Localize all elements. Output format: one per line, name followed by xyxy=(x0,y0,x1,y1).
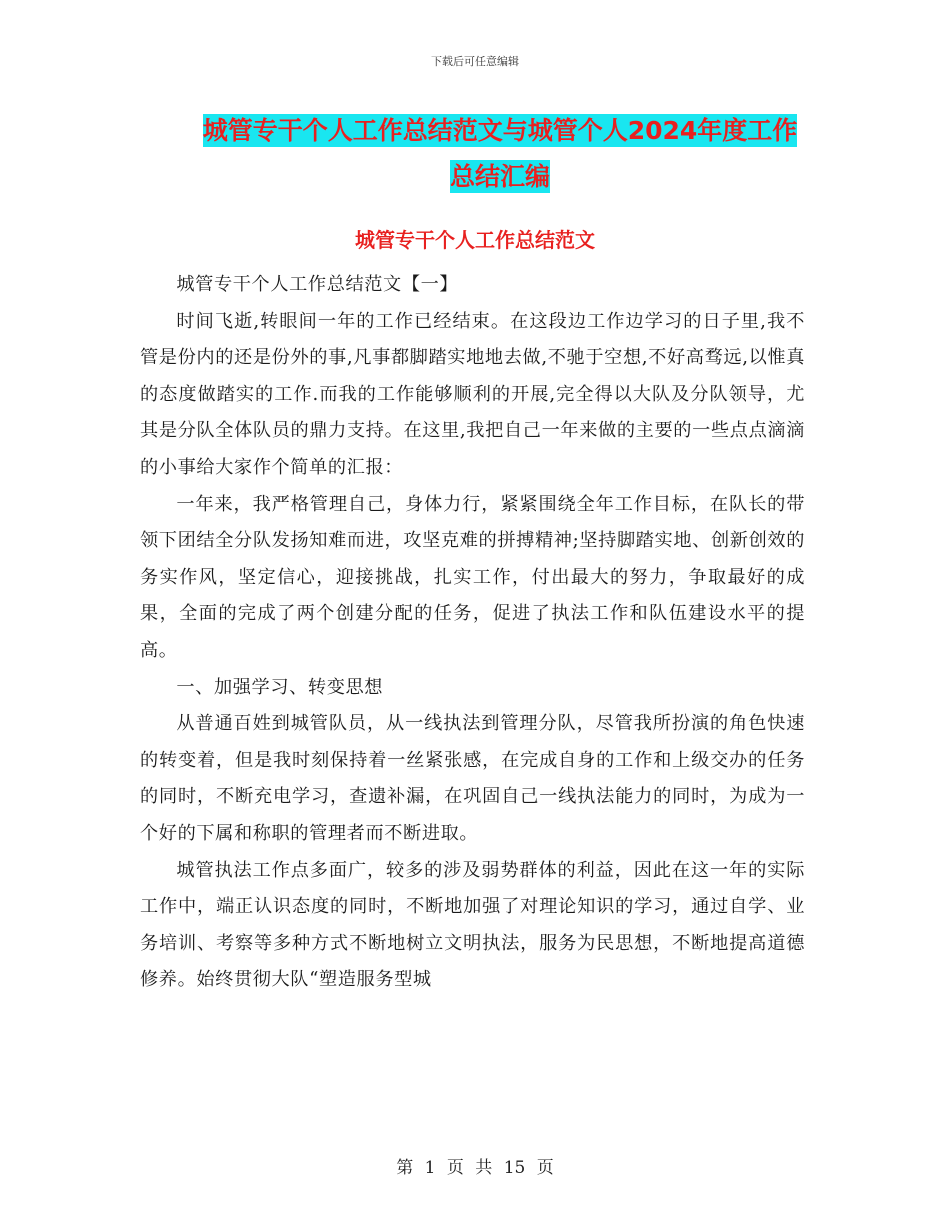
paragraph: 时间飞逝,转眼间一年的工作已经结束。在这段边工作边学习的日子里,我不管是份内的还是份外的事,凡事都脚踏实地地去做,不驰于空想,不好高骛远,以惟真的态度做踏实的工作.而我的工作能够顺利的开展,完全得以大队及分队领导，尤其是分队全体队员的鼎力支持。在这里,我把自己一年来做的主要的一些点点滴滴的小事给大家作个简单的汇报： xyxy=(140,310,805,478)
document-title-line-2: 总结汇编 xyxy=(449,162,550,191)
paragraph-subtitle: 城管专干个人工作总结范文【一】 xyxy=(176,274,459,295)
document-body xyxy=(140,267,805,999)
page-number: 第 1 页 共 15 页 xyxy=(396,1158,554,1178)
paragraph: 从普通百姓到城管队员，从一线执法到管理分队，尽管我所扮演的角色快速的转变着，但是我时刻保持着一丝紧张感，在完成自身的工作和上级交办的任务的同时，不断充电学习，查遗补漏，在巩固自己一线执法能力的同时，为成为一个好的下属和称职的管理者而不断进取。 xyxy=(140,713,805,844)
section-title: 城管专干个人工作总结范文 xyxy=(355,228,595,252)
document-title-line-1: 城管专干个人工作总结范文与城管个人2024年度工作 xyxy=(202,116,798,145)
paragraph: 城管执法工作点多面广，较多的涉及弱势群体的利益，因此在这一年的实际工作中，端正认识态度的同时，不断地加强了对理论知识的学习，通过自学、业务培训、考察等多种方式不断地树立文明执法，服务为民思想，不断地提高道德修养。始终贯彻大队“塑造服务型城 xyxy=(140,859,805,991)
paragraph: 一年来，我严格管理自己，身体力行，紧紧围绕全年工作目标，在队长的带领下团结全分队发扬知难而进，攻坚克难的拼搏精神;坚持脚踏实地、创新创效的务实作风，坚定信心，迎接挑战，扎实工作，付出最大的努力，争取最好的成果，全面的完成了两个创建分配的任务，促进了执法工作和队伍建设水平的提高。 xyxy=(140,493,805,661)
paragraph-heading: 一、加强学习、转变思想 xyxy=(176,676,384,698)
header-note: 下载后可任意编辑 xyxy=(431,55,519,68)
document-title xyxy=(140,108,860,200)
